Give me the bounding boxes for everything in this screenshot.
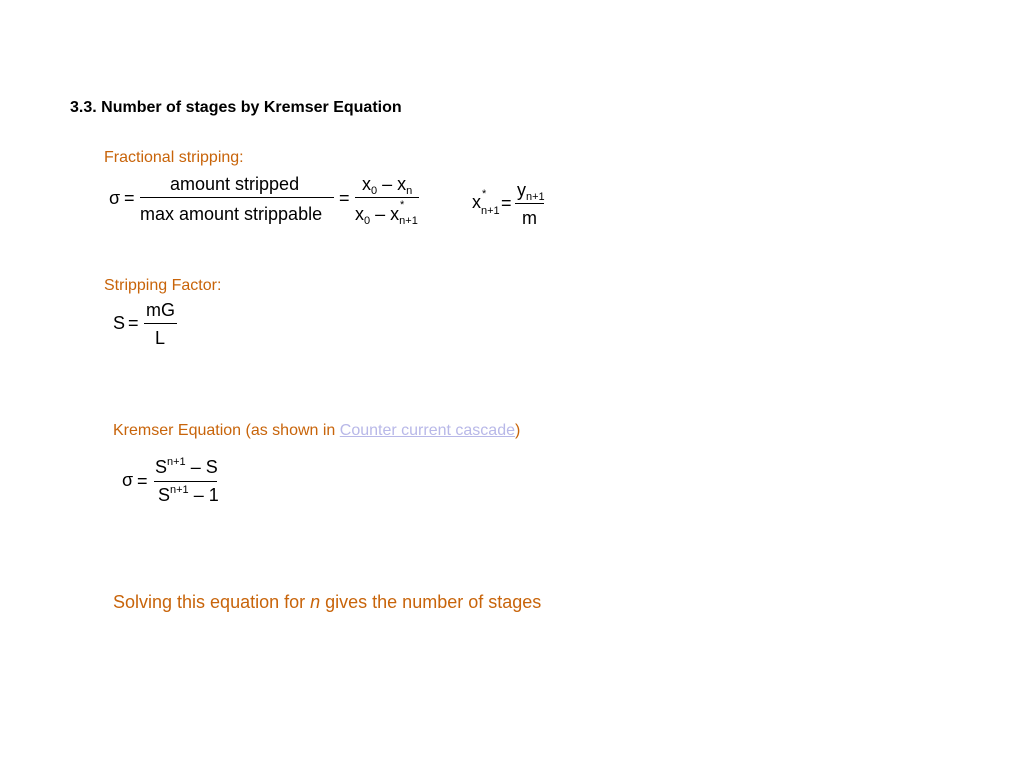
fraction-denominator: m xyxy=(522,208,537,228)
fraction-denominator: $S^{n+1} - 1$ xyxy=(158,484,219,505)
conclusion-text-after: gives the number of stages xyxy=(320,592,542,612)
sigma-symbol: σ xyxy=(122,470,134,490)
equilibrium-equation xyxy=(470,178,550,230)
stripping-factor-equation xyxy=(110,300,190,350)
x-variable: x xyxy=(472,192,481,212)
equals-sign: = xyxy=(124,188,135,208)
fraction-bar xyxy=(515,203,544,204)
section-heading: 3.3. Number of stages by Kremser Equation xyxy=(70,99,402,116)
fraction-bar xyxy=(144,323,177,324)
fraction-numerator-2: $x_0 - x_n$ xyxy=(362,174,413,197)
equals-sign: = xyxy=(501,193,512,213)
stripping-factor-label: Stripping Factor: xyxy=(104,277,222,294)
fraction-bar xyxy=(154,481,217,482)
fraction-denominator: max amount strippable xyxy=(140,204,323,224)
kremser-equation xyxy=(120,452,230,508)
equilibrium-star: * xyxy=(400,199,405,211)
fraction-bar-2 xyxy=(355,197,419,198)
kremser-label-close: ) xyxy=(514,422,521,439)
x-subscript: n+1 xyxy=(481,205,500,217)
kremser-label-text: Kremser Equation (as shown in xyxy=(113,422,340,439)
fraction-numerator: amount stripped xyxy=(170,174,300,194)
fractional-stripping-equation xyxy=(100,170,440,230)
kremser-label xyxy=(113,422,520,440)
fraction-numerator: mG xyxy=(146,300,175,320)
conclusion-text xyxy=(113,592,541,613)
fraction-bar xyxy=(140,197,334,198)
equals-sign-2: = xyxy=(339,188,350,208)
fractional-stripping-label: Fractional stripping: xyxy=(104,149,244,166)
equals-sign: = xyxy=(137,471,148,491)
equals-sign: = xyxy=(128,313,139,333)
fraction-numerator: $y_{n+1}$ xyxy=(517,180,545,203)
counter-current-cascade-link[interactable]: Counter current cascade xyxy=(339,422,515,439)
fraction-denominator: L xyxy=(155,328,166,348)
conclusion-text-before: Solving this equation for xyxy=(113,592,311,612)
fraction-numerator: $S^{n+1}$ – S xyxy=(155,456,218,477)
sigma-symbol: σ xyxy=(109,188,121,208)
fraction-denominator-2: $x_0 - x_{n+1}$ xyxy=(355,204,418,227)
s-variable: S xyxy=(113,313,126,333)
equilibrium-star: * xyxy=(482,188,487,200)
variable-n: n xyxy=(310,592,321,612)
